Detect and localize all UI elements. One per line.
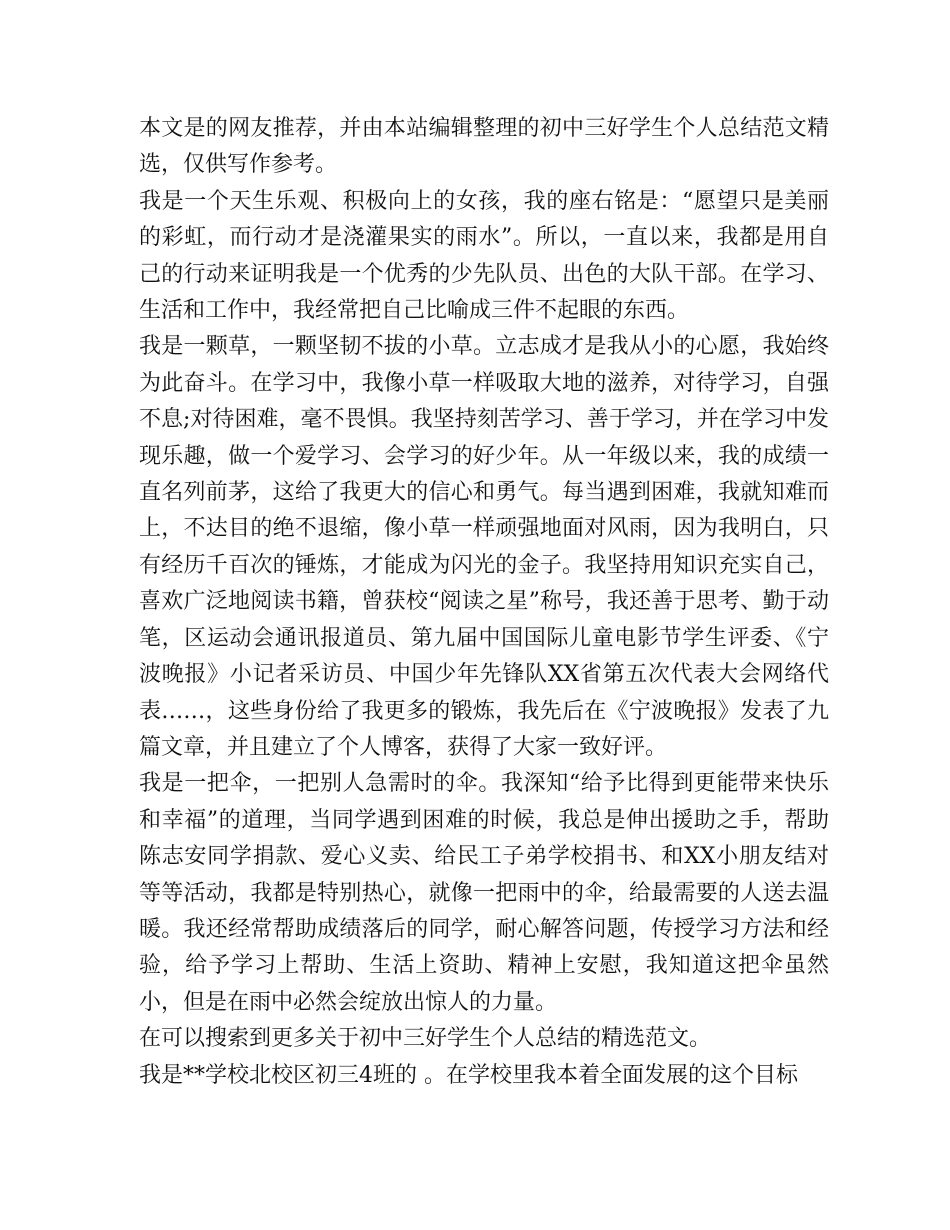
paragraph-more: 在可以搜索到更多关于初中三好学生个人总结的精选范文。 [139, 1026, 712, 1052]
paragraph-umbrella: 我是一把伞，一把别人急需时的伞。我深知“给予比得到更能带来快乐和幸福”的道理，当同学遇到困难的时候，我总是伸出援助之手，帮助陈志安同学捐款、爱心义卖、给民工子弟学校捐书、和XX小朋友结对等等活动，我都是特别热心，就像一把雨中的伞，给最需要的人送去温暖。我还经常帮助成绩落后的同学，耐心解答问题，传授学习方法和经验，给予学习上帮助、生活上资助、精神上安慰，我知道这把伞虽然小，但是在雨中必然会绽放出惊人的力量。 [139, 771, 829, 1015]
paragraph-intro: 本文是的网友推荐，并由本站编辑整理的初中三好学生个人总结范文精选，仅供写作参考。 [139, 116, 829, 178]
paragraph-motto: 我是一个天生乐观、积极向上的女孩，我的座右铭是：“愿望只是美丽的彩虹，而行动才是浇灌果实的雨水”。所以，一直以来，我都是用自己的行动来证明我是一个优秀的少先队员、出色的大队干部。在学习、生活和工作中，我经常把自己比喻成三件不起眼的东西。 [139, 188, 829, 324]
document-body [139, 111, 829, 1094]
paragraph-grass: 我是一颗草，一颗坚韧不拔的小草。立志成才是我从小的心愿，我始终为此奋斗。在学习中，我像小草一样吸取大地的滋养，对待学习，自强不息;对待困难，毫不畏惧。我坚持刻苦学习、善于学习，并在学习中发现乐趣，做一个爱学习、会学习的好少年。从一年级以来，我的成绩一直名列前茅，这给了我更大的信心和勇气。每当遇到困难，我就知难而上，不达目的绝不退缩，像小草一样顽强地面对风雨，因为我明白，只有经历千百次的锤炼，才能成为闪光的金子。我坚持用知识充实自己，喜欢广泛地阅读书籍，曾获校“阅读之星”称号，我还善于思考、勤于动笔，区运动会通讯报道员、第九届中国国际儿童电影节学生评委、《宁波晚报》小记者采访员、中国少年先锋队XX省第五次代表大会网络代表……，这些身份给了我更多的锻炼，我先后在《宁波晚报》发表了九篇文章，并且建立了个人博客，获得了大家一致好评。 [139, 334, 829, 760]
paragraph-school: 我是**学校北校区初三4班的 。在学校里我本着全面发展的这个目标 [139, 1062, 798, 1088]
